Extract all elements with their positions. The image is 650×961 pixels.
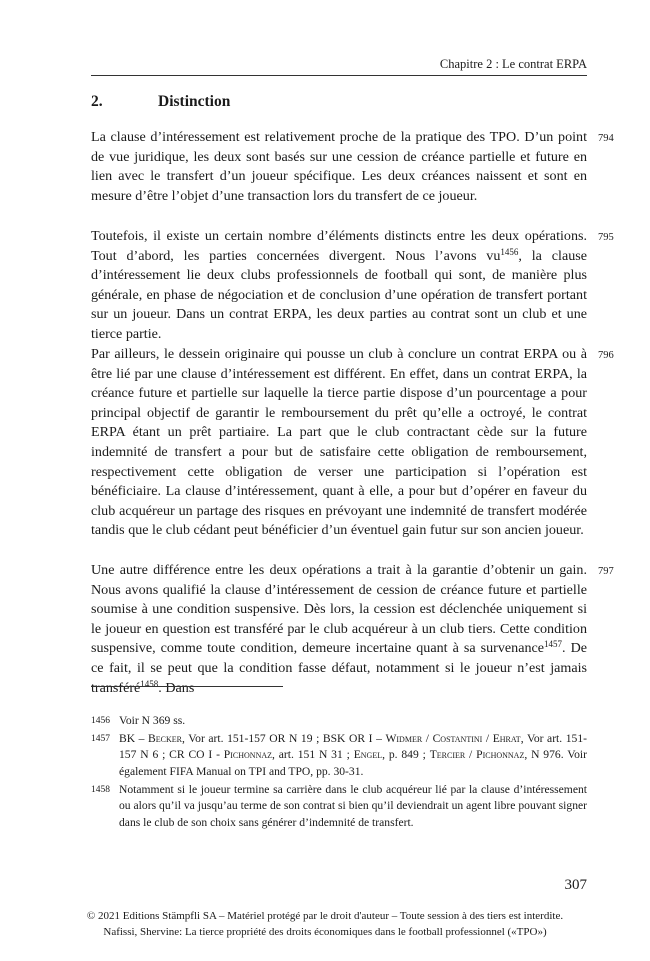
section-number: 2.: [91, 93, 103, 110]
footnote-text: BK – Becker, Vor art. 151-157 OR N 19 ; BSK OR I – Widmer / Costantini / Ehrat, Vor art. 151-157 N 6 ; CR CO I - Pichonnaz, art. 151 N 31 ; Engel, p. 849 ; Tercier / Pichonnaz, N 976. Voir également FIFA Manual on TPI and TPO, pp. 30-31.: [119, 732, 587, 778]
running-head: Chapitre 2 : Le contrat ERPA: [439, 57, 587, 71]
footnote-number: 1458: [91, 785, 110, 795]
footnote-1458: [91, 782, 587, 831]
citation-footer: Nafissi, Shervine: La tierce propriété des droits économiques dans le football professionnel («TPO»): [103, 926, 547, 938]
paragraph-text: Une autre différence entre les deux opérations a trait à la garantie d’obtenir un gain. Nous avons qualifié la clause d’intéressement de cession de créance future et partielle soumise à une condition suspensive. Dès lors, la cession est déclenchée uniquement si le joueur en question est transféré par le club acquéreur à un club tiers. Cette condition suspensive, comme toute condition, demeure incertaine quant à sa survenance: [91, 562, 587, 657]
paragraph-794: La clause d’intéressement est relativement proche de la pratique des TPO. D’un point de vue juridique, les deux sont basés sur une cession de créance partielle et future en lien avec le transfert d’un joueur spécifique. Les deux créances naissent et sont en mesure d’être l’objet d’une transaction lors du transfert de ce joueur.: [91, 129, 587, 204]
paragraph-text: . De ce fait, il se peut que la condition fasse défaut, notamment si le joueur n’est jamais transféré: [91, 640, 587, 696]
footnote-text: Voir N 369 ss.: [119, 714, 186, 727]
footnote-ref-1458[interactable]: 1458: [140, 678, 159, 689]
paragraph-text: . Dans: [158, 679, 195, 696]
copyright-footer: © 2021 Editions Stämpfli SA – Matériel protégé par le droit d'auteur – Toute session à des tiers est interdite.: [86, 910, 564, 922]
section-heading: [91, 93, 230, 111]
footnote-text: Notamment si le joueur termine sa carrière dans le club acquéreur lié par la clause d’intéressement ou alors qu’il va jusqu’au terme de son contrat si bien qu’il deviendrait un agent libre pouvant signer dans le club de son choix sans générer d’indemnité de transfert.: [119, 783, 587, 829]
paragraph-795: [91, 227, 587, 345]
paragraph-text: , la clause d’intéressement lie deux clubs professionnels de football qui sont, de manière plus générale, en phase de négociation et de conclusion d’une opération de transfert portant sur un joueur. Dans un contrat ERPA, les deux parties au contrat sont un club et une tierce partie.: [91, 247, 587, 342]
paragraph-text: Toutefois, il existe un certain nombre d’éléments distincts entre les deux opérations. Tout d’abord, les parties concernées divergent. Nous l’avons vu: [91, 228, 587, 264]
paragraph-797: [91, 561, 587, 698]
footnote-1456: [91, 713, 587, 729]
page-number: 307: [564, 877, 587, 893]
section-title: Distinction: [158, 93, 231, 110]
footnote-number: 1457: [91, 734, 110, 744]
margin-number-794: 794: [598, 133, 614, 144]
header-rule: [91, 75, 587, 76]
paragraph-796: Par ailleurs, le dessein originaire qui pousse un club à conclure un contrat ERPA ou à être lié par une clause d’intéressement est différent. En effet, dans un contrat ERPA, la créance future et partielle sur laquelle la tierce partie dispose d’un pourcentage a pour principal objectif de garantir le remboursement du prêt qu’elle a octroyé, le contrat ERPA étant un prêt partiaire. La part que le club contractant cède sur la future indemnité de transfert a pour but de satisfaire cette obligation de remboursement, respectivement cette obligation de verser une participation si l’opération est bénéficiaire. La clause d’intéressement, quant à elle, a pour but d’opérer en faveur du club acquéreur un partage des risques en prévoyant une indemnité de transfert modérée tandis que le club cédant peut bénéficier d’un éventuel gain futur sur son ancien joueur.: [91, 346, 587, 539]
footnote-ref-1457[interactable]: 1457: [544, 639, 563, 650]
footnote-1457: [91, 731, 587, 780]
margin-number-797: 797: [598, 566, 614, 577]
margin-number-796: 796: [598, 350, 614, 361]
footnote-ref-1456[interactable]: 1456: [500, 246, 519, 257]
margin-number-795: 795: [598, 232, 614, 243]
footnote-rule: [91, 686, 283, 687]
footnote-number: 1456: [91, 716, 110, 726]
